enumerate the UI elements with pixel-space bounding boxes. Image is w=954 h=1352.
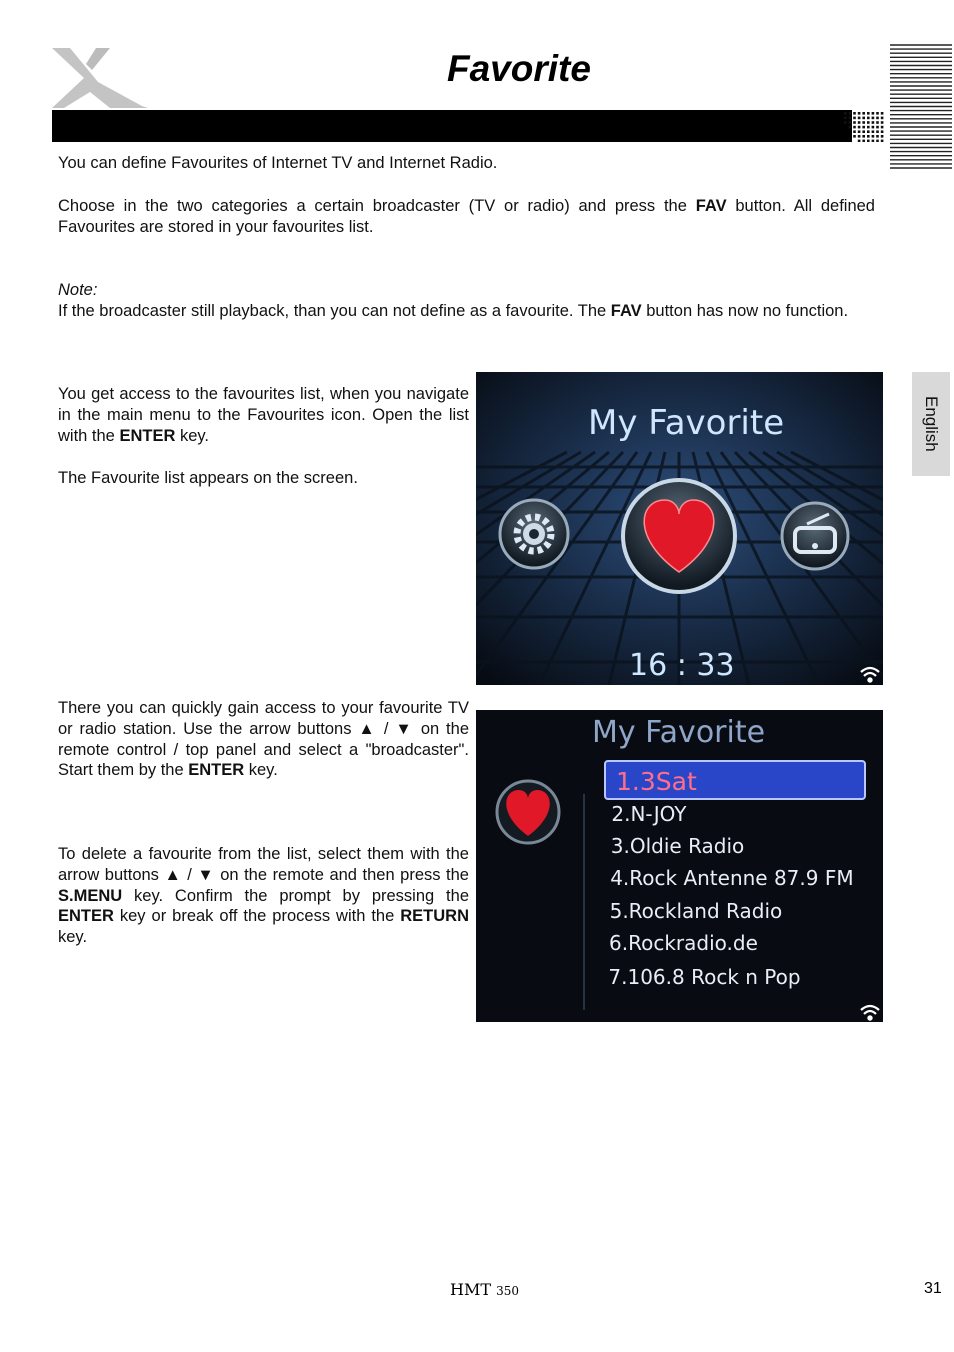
fav-key-label: FAV [695, 197, 727, 215]
intro-text-a: Choose in the two categories a certain broadcaster (TV or radio) and press the [58, 197, 696, 215]
select-enter-key: ENTER [188, 761, 245, 780]
brand-logo-icon [50, 42, 150, 112]
intro-paragraph-2 [58, 196, 875, 238]
favorite-list-item[interactable]: 5.Rockland Radio [609, 899, 783, 923]
access-paragraph-2 [58, 468, 469, 489]
select-paragraph [58, 698, 469, 781]
intro-text-b: button. All defined Favourites are stored in your favourites list. [58, 197, 875, 236]
language-tab [912, 372, 950, 476]
delete-text-c: key or break off the process with the [113, 907, 401, 926]
favorite-list-item[interactable]: 3.Oldie Radio [610, 834, 745, 858]
note-paragraph [58, 280, 875, 322]
side-line-pattern [890, 44, 952, 172]
note-text-b: button has now no function. [641, 302, 849, 320]
header-bar [52, 110, 852, 142]
access-paragraph [58, 384, 469, 446]
delete-text-d: key. [58, 928, 88, 947]
note-fav-key: FAV [610, 302, 642, 320]
select-text-a: There you can quickly gain access to your favourite TV or radio station. Use the arrow buttons ▲ / ▼ on the remote control / top panel and select a "broadcaster". Start them by the [58, 699, 469, 780]
select-text-b: key. [244, 761, 278, 780]
access-enter-key: ENTER [119, 426, 176, 445]
footer-model-name: HMT [450, 1280, 492, 1299]
intro-text: You can define Favourites of Internet TV and Internet Radio. [58, 154, 498, 172]
main-menu-screen [476, 372, 883, 685]
favorite-list-screen [476, 710, 883, 1022]
note-text-a: If the broadcaster still playback, than you can not define as a favourite. The [58, 302, 611, 320]
header-dot-pattern [842, 110, 884, 142]
favorite-list-item[interactable]: 2.N-JOY [611, 802, 687, 826]
favorite-list-item[interactable]: 4.Rock Antenne 87.9 FM [610, 866, 854, 890]
return-key: RETURN [400, 907, 469, 926]
delete-enter-key: ENTER [58, 907, 114, 926]
note-label: Note: [58, 281, 98, 299]
access-text-b: key. [175, 426, 209, 445]
radio-icon-ring [782, 503, 848, 569]
page-number: 31 [924, 1280, 942, 1297]
access-text-2: The Favourite list appears on the screen. [58, 469, 358, 487]
intro-paragraph-1 [58, 153, 875, 174]
main-menu-title: My Favorite [588, 403, 785, 443]
clock-readout: 16 : 33 [629, 648, 735, 683]
smenu-key: S.MENU [58, 886, 123, 905]
page-title: Favorite [447, 48, 591, 89]
delete-text-a: To delete a favourite from the list, select them with the arrow buttons ▲ / ▼ on the remote and then press the [58, 845, 469, 884]
screenshot-main-menu [476, 372, 883, 685]
favorite-list-item[interactable]: 7.106.8 Rock n Pop [608, 965, 801, 989]
footer-model-number: 350 [496, 1284, 520, 1298]
language-tab-label: English [922, 396, 941, 452]
delete-paragraph [58, 844, 469, 948]
footer-model [450, 1280, 519, 1299]
favorite-list-item[interactable]: 6.Rockradio.de [609, 931, 758, 955]
favorite-list-item[interactable]: 1.3Sat [616, 767, 697, 796]
screenshot-favorite-list [476, 710, 883, 1022]
delete-text-b: key. Confirm the prompt by pressing the [122, 886, 469, 905]
access-text-a: You get access to the favourites list, when you navigate in the main menu to the Favourites icon. Open the list with the [58, 385, 469, 445]
favorite-list-title: My Favorite [592, 715, 766, 750]
